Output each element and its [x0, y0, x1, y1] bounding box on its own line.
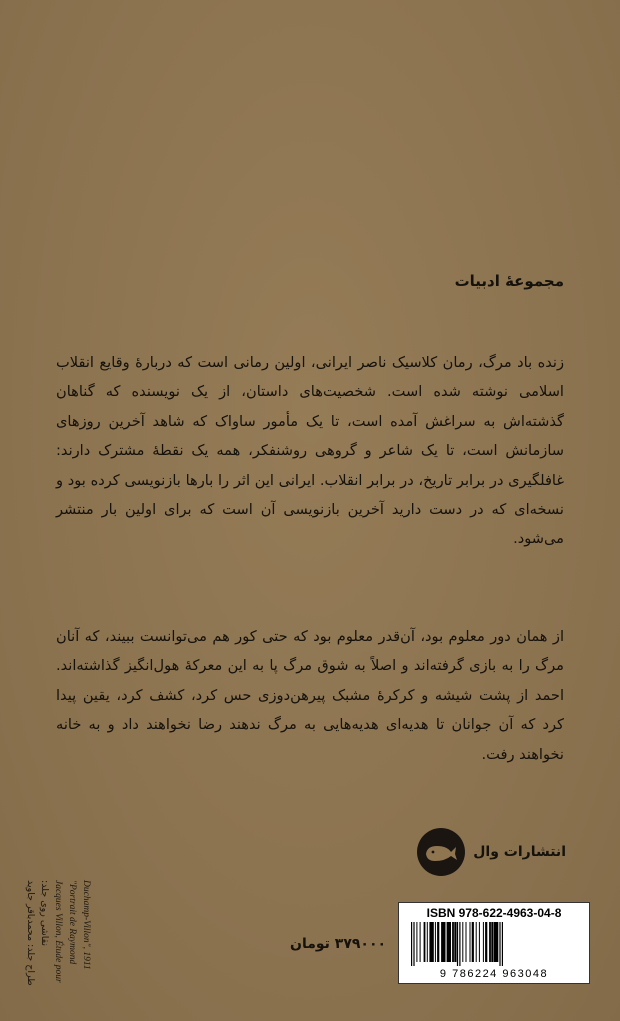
- synopsis-paragraph: زنده باد مرگ، رمان کلاسیک ناصر ایرانی، اولین رمانی است که دربارهٔ وقایع انقلاب اسلامی نوشته شده است. شخصیت‌های داستان، از یک نویسنده که گناهان گذشته‌اش به سراغش آمده است، تا یک مأمور ساواک که شاهد آخرین روزهای سازمانش است، تا یک شاعر و گروهی روشنفکر، همه یک نقطهٔ مشترک دارند: غافلگیری در برابر تاریخ، در برابر انقلاب. ایرانی این اثر را بارها بازنویسی کرده بود و نسخه‌ای که در دست دارید آخرین بازنویسی آن است که برای اولین بار منتشر می‌شود.: [56, 354, 564, 548]
- excerpt-paragraph: از همان دور معلوم بود، آن‌قدر معلوم بود که حتی کور هم می‌توانست ببیند، که آنان مرگ را به بازی گرفته‌اند و اصلاً به شوق مرگ پا به این معرکهٔ هول‌انگیز گذاشته‌اند. احمد از پشت شیشه و کرکرهٔ مشبک پیرهن‌دوزی حس کرد، کشف کرد، یقین پیدا کرد که آن جوانان تا هدیه‌ای هدیه‌هایی به مرگ ندهند رضا نخواهند داد و به خانه نخواهند رفت.: [56, 628, 564, 763]
- isbn-label: ISBN 978-622-4963-04-8: [426, 906, 562, 920]
- whale-logo-icon: [417, 828, 465, 876]
- barcode-digits: 9 786224 963048: [439, 968, 549, 980]
- publisher-name: انتشارات وال: [473, 844, 566, 860]
- credit-artwork-line: "Portrait de Raymond: [67, 880, 77, 965]
- credit-painter: نقاشی روی جلد:: [39, 880, 50, 947]
- series-label: مجموعهٔ ادبیات: [454, 272, 564, 290]
- isbn-barcode: [398, 902, 590, 984]
- barcode-bars: [409, 922, 579, 966]
- credit-artwork-line: Duchamp-Villon", 1911: [81, 880, 91, 970]
- price-label: ۳۷۹۰۰۰ تومان: [290, 936, 387, 952]
- publisher-block: [417, 828, 566, 876]
- credit-designer: طراح جلد: محمدباقر جاوید: [25, 880, 36, 986]
- credit-artwork-line: Jacques Villon, Étude pour: [53, 880, 63, 983]
